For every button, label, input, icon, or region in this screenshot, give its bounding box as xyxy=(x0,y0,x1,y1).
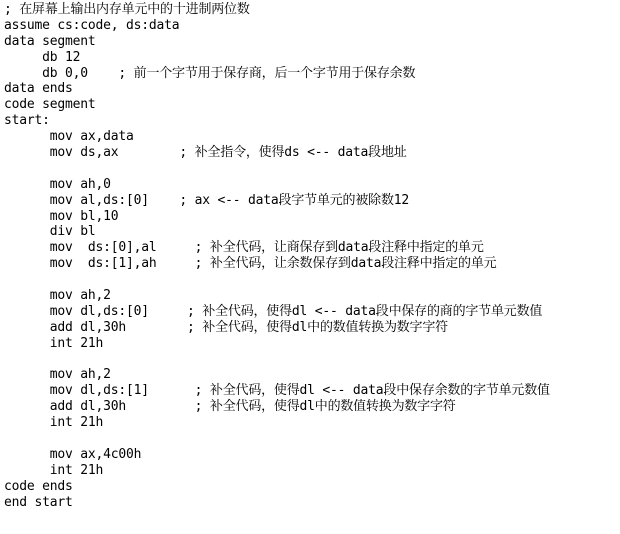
code-line: add dl,30h ; 补全代码，使得dl中的数值转换为数字字符 xyxy=(4,399,456,415)
code-line: mov ax,data xyxy=(4,129,134,145)
code-line: int 21h xyxy=(4,335,104,351)
code-line: mov ax,4c00h xyxy=(4,446,142,462)
code-line xyxy=(4,352,618,368)
code-line: data ends xyxy=(4,81,73,97)
code-line: mov dl,ds:[0] ; 补全代码，使得dl <-- data段中保存的商的字节单元数值 xyxy=(4,303,543,319)
code-line: div bl xyxy=(4,224,96,240)
code-line: db 12 xyxy=(4,49,81,65)
code-line xyxy=(4,161,618,177)
code-line: mov ds:[1],ah ; 补全代码，让余数保存到data段注释中指定的单元 xyxy=(4,256,497,272)
code-line: db 0,0 ; 前一个字节用于保存商，后一个字节用于保存余数 xyxy=(4,65,416,81)
code-line: mov ds,ax ; 补全指令，使得ds <-- data段地址 xyxy=(4,145,407,161)
code-line: start: xyxy=(4,113,50,129)
code-line: mov ah,2 xyxy=(4,367,111,383)
code-line xyxy=(4,431,618,447)
code-line: mov ah,0 xyxy=(4,176,111,192)
code-line: code ends xyxy=(4,478,73,494)
code-line: mov al,ds:[0] ; ax <-- data段字节单元的被除数12 xyxy=(4,192,410,208)
code-line: assume cs:code, ds:data xyxy=(4,17,180,33)
code-line: int 21h xyxy=(4,415,104,431)
code-editor[interactable] xyxy=(4,2,618,511)
code-line: int 21h xyxy=(4,462,104,478)
code-line: mov ah,2 xyxy=(4,288,111,304)
code-line: data segment xyxy=(4,33,96,49)
code-line: end start xyxy=(4,494,73,510)
code-line xyxy=(4,272,618,288)
code-line: mov bl,10 xyxy=(4,208,119,224)
code-line: mov dl,ds:[1] ; 补全代码，使得dl <-- data段中保存余数的字节单元数值 xyxy=(4,383,550,399)
code-line: add dl,30h ; 补全代码，使得dl中的数值转换为数字字符 xyxy=(4,319,448,335)
code-line: mov ds:[0],al ; 补全代码，让商保存到data段注释中指定的单元 xyxy=(4,240,484,256)
code-line: code segment xyxy=(4,97,96,113)
code-line: ; 在屏幕上输出内存单元中的十进制两位数 xyxy=(4,2,250,17)
